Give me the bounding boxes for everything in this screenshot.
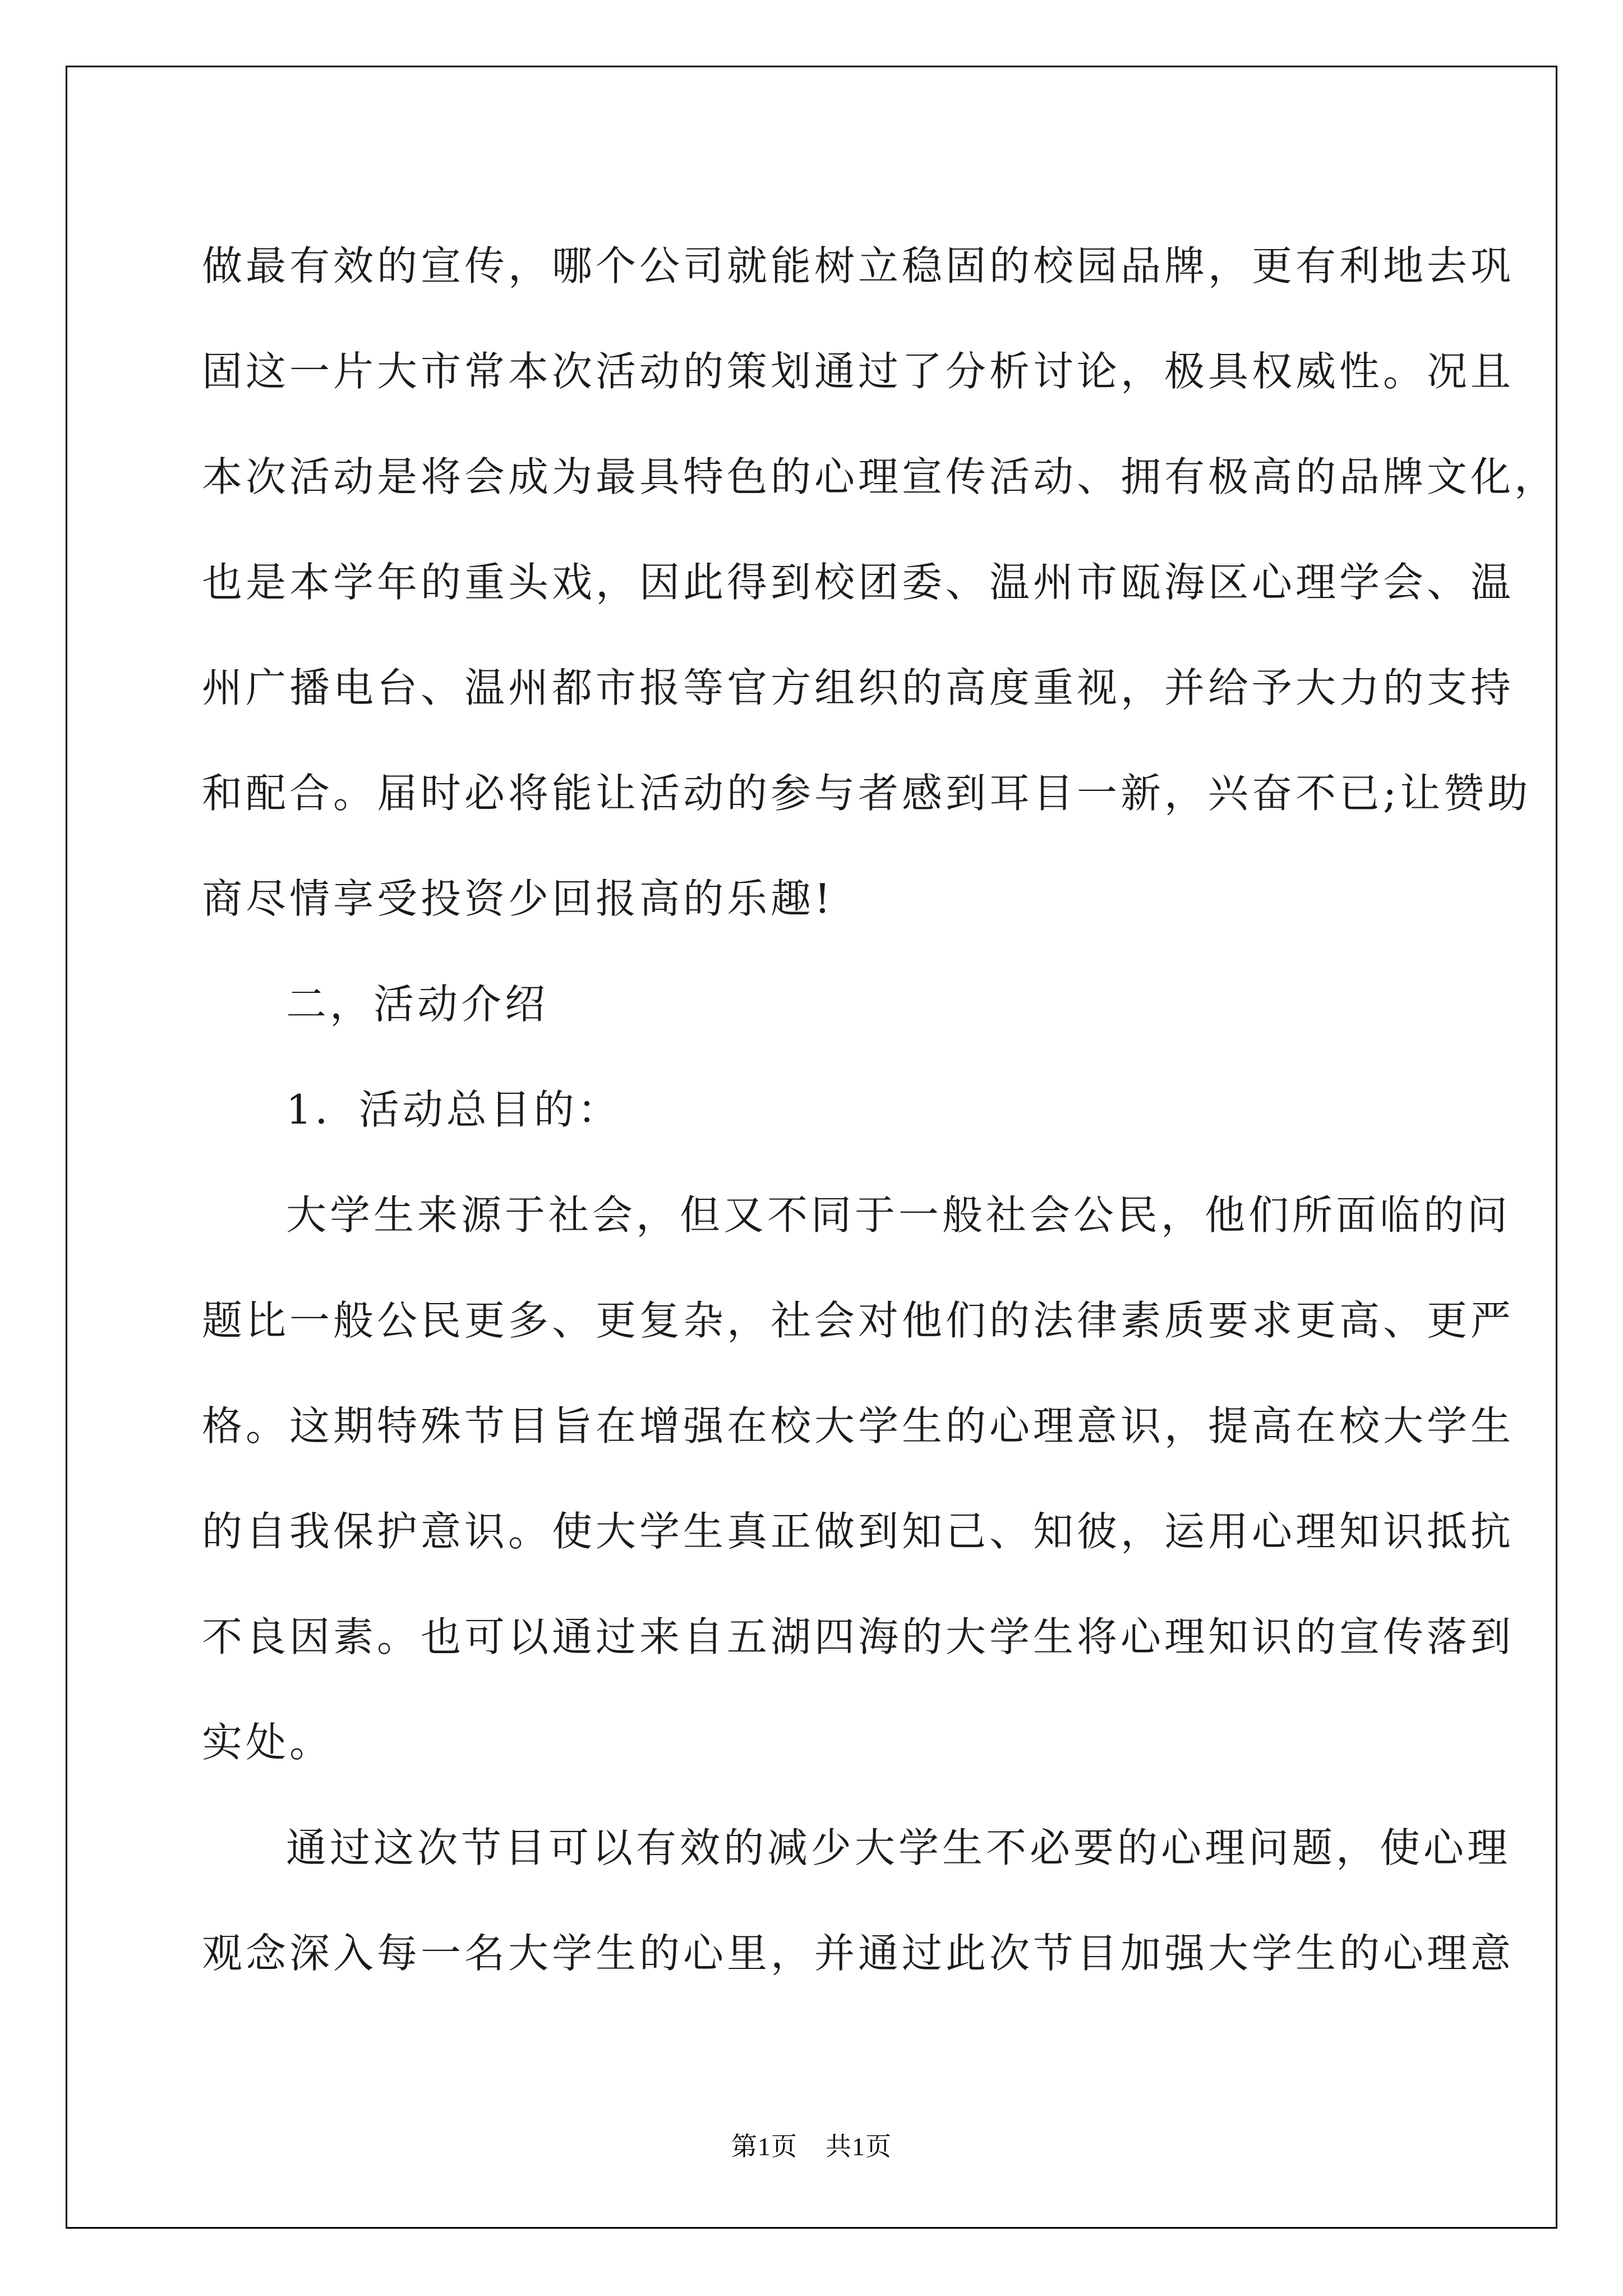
document-body xyxy=(202,213,1559,2006)
paragraph-first-line: 通过这次节目可以有效的减少大学生不必要的心理问题，使心理 xyxy=(286,1824,1511,1871)
text-line: 题比一般公民更多、更复杂，社会对他们的法律素质要求更高、更严 xyxy=(202,1297,1515,1344)
paragraph-first-line: 大学生来源于社会，但又不同于一般社会公民，他们所面临的问 xyxy=(286,1191,1511,1239)
page-footer xyxy=(0,2126,1623,2163)
text-line: 固这一片大市常本次活动的策划通过了分析讨论，极具权威性。况且 xyxy=(202,348,1515,395)
text-line: 不良因素。也可以通过来自五湖四海的大学生将心理知识的宣传落到 xyxy=(202,1613,1515,1660)
subsection-heading: 1．活动总目的： xyxy=(286,1086,621,1133)
text-line: 本次活动是将会成为最具特色的心理宣传活动、拥有极高的品牌文化， xyxy=(202,453,1559,500)
text-line: 和配合。届时必将能让活动的参与者感到耳目一新，兴奋不已;让赞助 xyxy=(202,770,1532,817)
text-line: 的自我保护意识。使大学生真正做到知己、知彼，运用心理知识抵抗 xyxy=(202,1508,1515,1555)
page-total: 共1页 xyxy=(826,2132,892,2161)
text-line: 做最有效的宣传，哪个公司就能树立稳固的校园品牌，更有利地去巩 xyxy=(202,242,1515,289)
text-line: 观念深入每一名大学生的心里，并通过此次节目加强大学生的心理意 xyxy=(202,1930,1515,1977)
text-line: 商尽情享受投资少回报高的乐趣! xyxy=(202,875,834,922)
page-number: 第1页 xyxy=(731,2132,797,2161)
text-line: 也是本学年的重头戏，因此得到校团委、温州市瓯海区心理学会、温 xyxy=(202,559,1515,606)
text-line: 实处。 xyxy=(202,1719,334,1766)
text-line: 格。这期特殊节目旨在增强在校大学生的心理意识，提高在校大学生 xyxy=(202,1402,1515,1450)
text-line: 州广播电台、温州都市报等官方组织的高度重视，并给予大力的支持 xyxy=(202,664,1515,711)
section-heading: 二，活动介绍 xyxy=(286,981,549,1028)
